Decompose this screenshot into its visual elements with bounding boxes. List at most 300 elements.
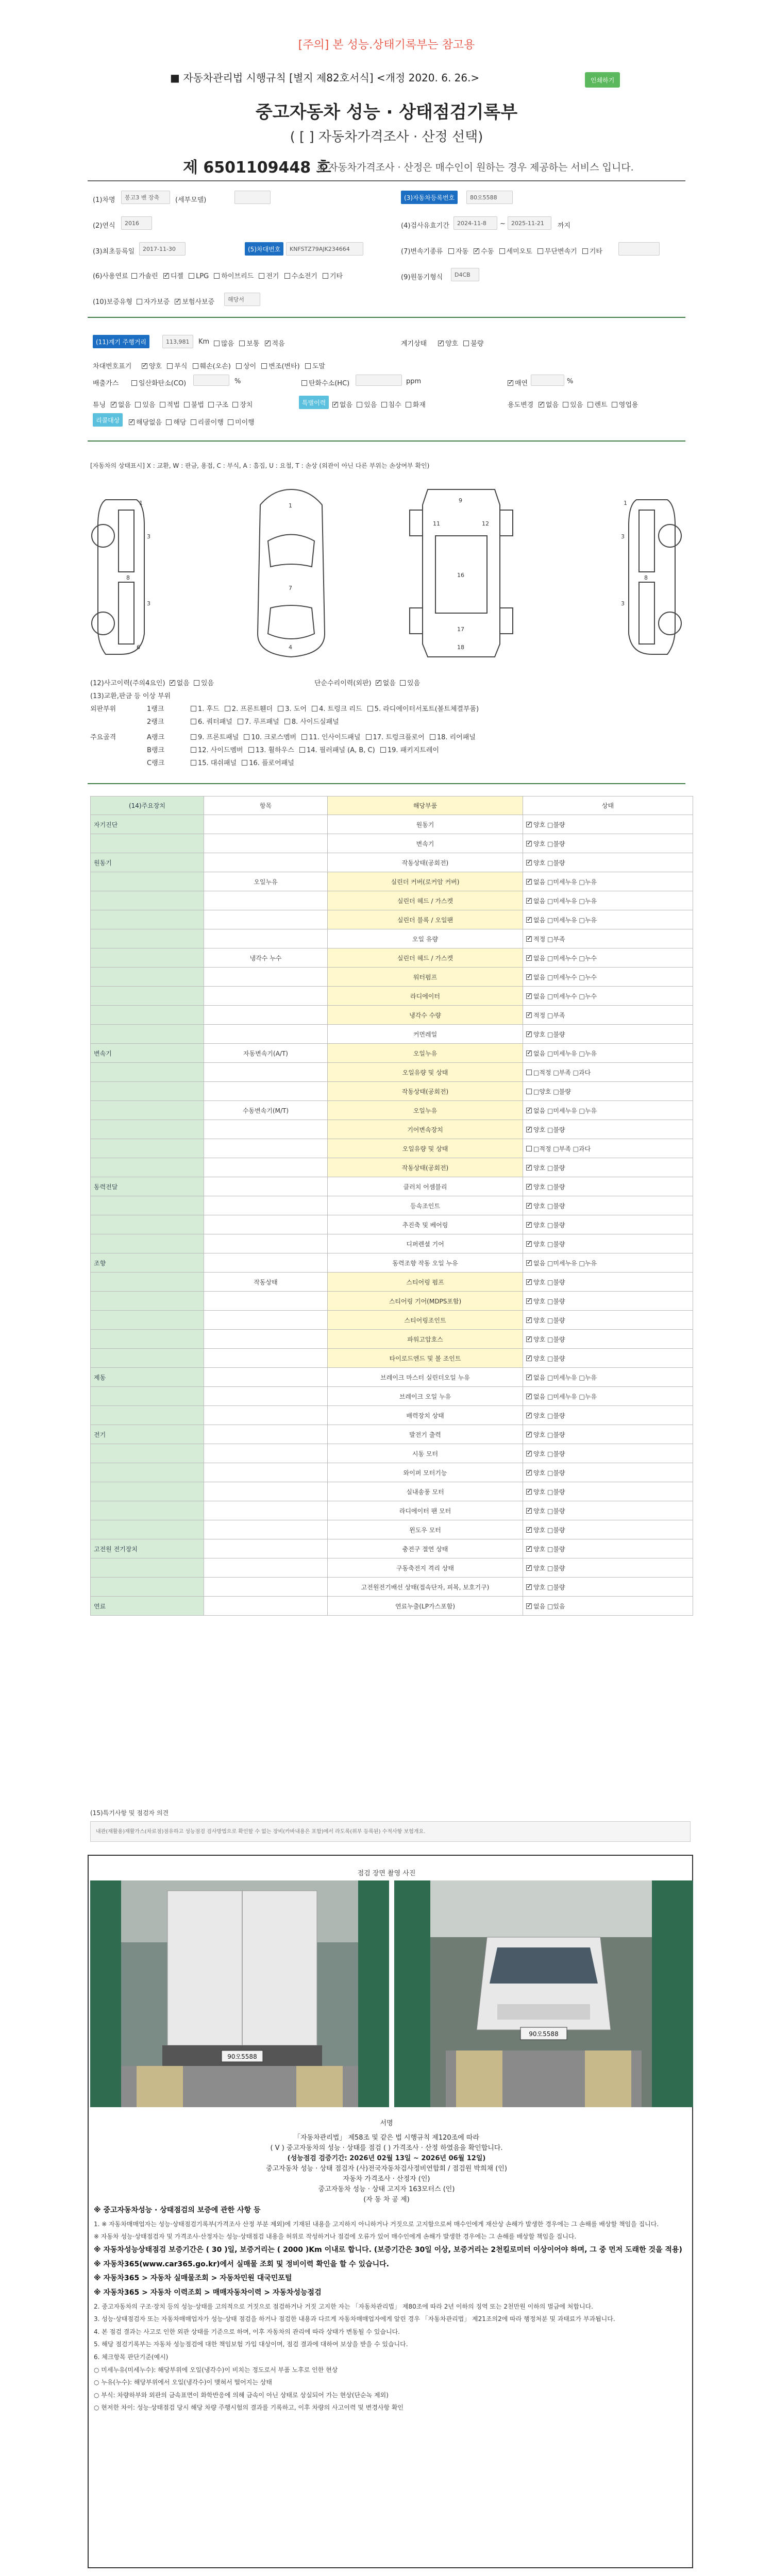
state-checkbox <box>526 1336 532 1342</box>
notes-paragraph: 5. 해당 점검기록부는 자동차 성능점검에 대한 책임보험 가입 대상이며, 점검 결과에 대하여 보상을 받을 수 있습니다. <box>94 2341 408 2348</box>
part-number: 16 <box>457 572 464 579</box>
state-checkbox <box>526 1355 532 1361</box>
table-row <box>91 1101 693 1120</box>
main-frame-label: 주요골격 <box>90 734 116 741</box>
state-checkbox <box>526 1012 532 1018</box>
device-subgroup <box>204 853 328 872</box>
part-number: 3 <box>147 533 150 540</box>
device-item: 작동상태(공회전) <box>328 1158 523 1177</box>
emission-smoke: ✓ 매연 <box>508 378 528 387</box>
table-row <box>91 1482 693 1501</box>
device-subgroup <box>204 1234 328 1253</box>
inspection-photo-rear <box>90 1880 389 2107</box>
mileage-unit: Km <box>198 338 210 346</box>
regulation-line: ■ 자동차관리법 시행규칙 [별지 제82호서식] <개정 2020. 6. 26.> <box>170 72 480 84</box>
state-text: 양호 □불량 <box>533 821 565 828</box>
divider <box>88 180 685 181</box>
table-row <box>91 1139 693 1158</box>
detail-model-label: (세부모델) <box>175 196 207 204</box>
table-row <box>91 1539 693 1558</box>
state-checkbox <box>526 1546 532 1552</box>
state-checkbox <box>526 1089 532 1094</box>
vin-mark-options: ✓ 양호 부식 훼손(오손) 상이 변조(변타) 도말 <box>142 361 325 370</box>
part-number: 3 <box>621 533 625 540</box>
device-item: 브레이크 마스터 실린더오일 누유 <box>328 1368 523 1387</box>
device-item: 실린더 헤드 / 가스켓 <box>328 891 523 910</box>
state-text: 양호 □불량 <box>533 1354 565 1362</box>
outer-label: 외판부위 <box>90 705 116 713</box>
rankB-label: B랭크 <box>147 747 165 754</box>
device-item: 실린더 커버(로커암 커버) <box>328 872 523 891</box>
accident-checkbox <box>194 680 199 686</box>
notes-paragraph: ※ 자동차365(www.car365.go.kr)에서 실매물 조회 및 정비이력 확인을 할 수 있습니다. <box>94 2260 389 2268</box>
notes-paragraph: ※ 자동차 성능·상태점검자 및 가격조사·산정자는 성능·상태점검 내용을 허위로 작성하거나 점검에 오류가 있어 매수인에게 손해가 발생한 경우에는 그 손해를 배상할 책임을 집니다. <box>94 2233 577 2241</box>
part-checkbox <box>312 706 317 711</box>
plate-label: (3)자동차등록번호 <box>401 191 458 204</box>
trans-checkbox <box>582 248 588 254</box>
special-notes-label: (15)특기사항 및 점검자 의견 <box>90 1809 169 1817</box>
plate-field: 80오5588 <box>466 191 513 204</box>
special-notes-box: 내관(재활용)재활가스(차료점)점유하고 성능점검 검사방법으로 확인할 수 없는 장비(카바내용은 포함)에서 라도록(위부 등록된) 수적사항 보험개요. <box>90 1821 691 1842</box>
warranty-options: 자가보증 ✓ 보험사보증 <box>137 296 214 306</box>
table-row <box>91 910 693 929</box>
state-text: 양호 □불량 <box>533 1507 565 1515</box>
year-label: (2)연식 <box>93 222 115 230</box>
part-checkbox <box>430 734 435 740</box>
table-row <box>91 1234 693 1253</box>
signature-law-line: 「자동차관리법」 제58조 및 같은 법 시행규칙 제120조에 따라 <box>294 2134 479 2142</box>
table-row <box>91 1120 693 1139</box>
accident-checkbox <box>170 680 175 686</box>
inspection-photo-front <box>394 1880 693 2107</box>
state-checkbox <box>526 1108 532 1113</box>
state-checkbox <box>526 1279 532 1285</box>
mileage-options: 많음 보통 ✓ 적음 <box>214 338 285 348</box>
rankA-label: A랭크 <box>147 734 165 741</box>
period-to-field: 2025-11-21 <box>508 216 551 230</box>
device-state <box>523 1330 693 1349</box>
device-item: 파워고압호스 <box>328 1330 523 1349</box>
device-state <box>523 1482 693 1501</box>
fuel-checkbox <box>131 273 137 279</box>
table-row <box>91 1063 693 1082</box>
device-state <box>523 1234 693 1253</box>
device-category <box>91 1463 204 1482</box>
state-checkbox <box>526 1070 532 1075</box>
notice-text: [주의] 본 성능.상태기록부는 참고용 <box>298 39 475 52</box>
warranty-checkbox <box>137 299 142 304</box>
part-number: 18 <box>457 644 464 651</box>
repair-checkbox <box>376 680 381 686</box>
state-text: 없음 □미세누유 □누유 <box>533 1107 597 1114</box>
part-number: 12 <box>482 520 489 527</box>
state-text: 양호 □불량 <box>533 1583 565 1591</box>
state-checkbox <box>526 879 532 885</box>
device-item: 작동상태(공회전) <box>328 853 523 872</box>
device-state <box>523 968 693 987</box>
device-state <box>523 1406 693 1425</box>
device-item: 실린더 블록 / 오일팬 <box>328 910 523 929</box>
device-state <box>523 1177 693 1196</box>
notes-paragraph: ※ 자동차365 > 자동차 실매물조회 > 자동차민원 대국민포털 <box>94 2274 292 2283</box>
state-checkbox <box>526 1298 532 1304</box>
special-history-label: 특별이력 <box>299 396 329 409</box>
rankB-items: 12. 사이드멤버 13. 휠하우스 14. 필러패널 (A, B, C) 19. 패키지트레이 <box>191 744 439 754</box>
warranty-label: (10)보증유형 <box>93 298 132 306</box>
state-checkbox <box>526 1050 532 1056</box>
table-row <box>91 1368 693 1387</box>
part-checkbox <box>191 747 196 753</box>
state-checkbox <box>526 936 532 942</box>
period-suffix: 까지 <box>558 222 571 230</box>
vin-mark-checkbox <box>261 363 267 369</box>
table-row <box>91 834 693 853</box>
gauge-label: 계기상태 <box>401 340 427 348</box>
state-checkbox <box>526 1127 532 1132</box>
device-subgroup <box>204 1578 328 1597</box>
state-text: 양호 □불량 <box>533 1412 565 1419</box>
tuning-checkbox <box>160 402 165 408</box>
state-text: 양호 □불량 <box>533 1335 565 1343</box>
emission-co-unit: % <box>234 378 241 385</box>
trans-checkbox <box>448 248 454 254</box>
device-item: 기어변속장치 <box>328 1120 523 1139</box>
device-subgroup <box>204 1520 328 1539</box>
table-row <box>91 987 693 1006</box>
fuel-checkbox <box>214 273 220 279</box>
part-number: 1 <box>289 502 292 509</box>
part-number: 17 <box>457 626 464 633</box>
car-top-windshield <box>268 535 314 567</box>
device-item: 커먼레일 <box>328 1025 523 1044</box>
device-subgroup <box>204 1196 328 1215</box>
recall-checkbox <box>191 419 196 425</box>
state-text: □양호 □불량 <box>533 1088 571 1095</box>
wheel <box>92 524 114 547</box>
period-label: (4)검사유효기간 <box>401 222 449 230</box>
device-state <box>523 1520 693 1539</box>
device-state <box>523 1349 693 1368</box>
fuel-checkbox <box>189 273 194 279</box>
table-row <box>91 1387 693 1406</box>
state-checkbox <box>526 1203 532 1209</box>
table-row <box>91 1006 693 1025</box>
device-subgroup <box>204 1253 328 1273</box>
table-row <box>91 1215 693 1234</box>
wheel <box>659 524 681 547</box>
device-subgroup <box>204 1215 328 1234</box>
first-reg-label: (3)최초등록일 <box>93 248 135 256</box>
device-state <box>523 1273 693 1292</box>
device-subgroup: 작동상태 <box>204 1273 328 1292</box>
device-subgroup: 수동변속기(M/T) <box>204 1101 328 1120</box>
frame-wheel <box>500 608 513 634</box>
state-checkbox <box>526 1184 532 1190</box>
vin-mark-checkbox <box>167 363 173 369</box>
rankA-items: 9. 프론트패널 10. 크로스멤버 11. 인사이드패널 17. 트렁크플로어 18. 리어패널 <box>191 732 476 741</box>
state-text: 양호 □불량 <box>533 1469 565 1477</box>
table-row <box>91 1558 693 1578</box>
warranty-checkbox <box>175 299 180 304</box>
recall-checkbox <box>166 419 172 425</box>
device-item: 변속기 <box>328 834 523 853</box>
rank2-label: 2랭크 <box>147 718 164 726</box>
device-subgroup <box>204 815 328 834</box>
state-text: 없음 □미세누수 □누수 <box>533 973 597 981</box>
device-subgroup <box>204 1063 328 1082</box>
notes-paragraph: 2. 중고자동차의 구조·장치 등의 성능·상태를 고의적으로 거짓으로 점검하거나 거짓 고지한 자는 「자동차관리법」 제80조에 따라 2년 이하의 징역 또는 2천만원 이하의 벌금에 처합니다. <box>94 2302 593 2310</box>
device-item: 윈도우 모터 <box>328 1520 523 1539</box>
emission-checkbox <box>508 380 513 386</box>
part-number: 8 <box>644 574 648 581</box>
table-row <box>91 872 693 891</box>
mileage-field: 113,981 <box>162 335 193 348</box>
engine-field: D4CB <box>451 268 479 281</box>
use-change-checkbox <box>539 402 544 408</box>
device-item: 등속조인트 <box>328 1196 523 1215</box>
accident-line: (12)사고이력(주의4요인) ✓ 없음 있음 <box>90 677 214 687</box>
fuel-label: (6)사용연료 <box>93 273 128 280</box>
state-text: 양호 □불량 <box>533 1240 565 1248</box>
tuning-checkbox <box>184 402 190 408</box>
fuel-checkbox <box>284 273 290 279</box>
device-state <box>523 1425 693 1444</box>
device-item: 냉각수 수량 <box>328 1006 523 1025</box>
part-number: 1 <box>624 500 627 506</box>
recall-checkbox <box>228 419 233 425</box>
rank1-items: 1. 후드 2. 프론트휀더 3. 도어 4. 트렁크 리드 5. 라디에이터서포트(볼트체결부품) <box>191 703 479 713</box>
warranty-notes <box>94 2205 684 2416</box>
state-text: 없음 □미세누수 □누수 <box>533 954 597 962</box>
state-text: 양호 □불량 <box>533 1431 565 1438</box>
col-part: 해당부품 <box>328 796 523 815</box>
print-button[interactable]: 인쇄하기 <box>585 72 620 88</box>
signature-footer-line: (자 동 차 공 제) <box>363 2196 410 2204</box>
device-category <box>91 1578 204 1597</box>
device-state <box>523 1101 693 1120</box>
device-subgroup <box>204 1425 328 1444</box>
device-category <box>91 872 204 891</box>
device-category: 제동 <box>91 1368 204 1387</box>
state-text: 양호 □불량 <box>533 1202 565 1210</box>
device-category: 동력전달 <box>91 1177 204 1196</box>
vin-mark-checkbox <box>236 363 242 369</box>
state-checkbox <box>526 1165 532 1171</box>
abnormal-parts-line: (13)교환,판금 등 이상 부위 <box>90 692 171 700</box>
rankC-label: C랭크 <box>147 759 165 767</box>
table-row <box>91 1082 693 1101</box>
emission-smoke-unit: % <box>567 378 574 385</box>
part-number: 11 <box>433 520 440 527</box>
device-state <box>523 1044 693 1063</box>
part-checkbox <box>367 706 373 711</box>
state-checkbox <box>526 1031 532 1037</box>
car-left-side <box>98 500 144 654</box>
part-number: 8 <box>126 574 130 581</box>
emission-checkbox <box>131 380 137 386</box>
fuel-checkbox <box>323 273 328 279</box>
device-subgroup <box>204 1558 328 1578</box>
device-item: 오일누유 <box>328 1044 523 1063</box>
transmission-label: (7)변속기종류 <box>401 248 443 256</box>
recall-options: ✓ 해당없음 해당 리콜이행 미이행 <box>129 417 255 427</box>
part-checkbox <box>380 747 386 753</box>
device-category <box>91 891 204 910</box>
tuning-label: 튜닝 <box>93 401 106 409</box>
device-category: 연료 <box>91 1597 204 1616</box>
device-subgroup <box>204 987 328 1006</box>
vin-mark-checkbox <box>193 363 198 369</box>
state-text: 양호 □불량 <box>533 1488 565 1496</box>
gauge-checkbox <box>463 341 469 346</box>
col-device: (14)주요장치 <box>91 796 204 815</box>
special-checkbox <box>357 402 362 408</box>
page-subtitle: ( [ ] 자동차가격조사 · 산정 선택) <box>290 129 483 145</box>
state-text: 없음 □미세누유 □누유 <box>533 1049 597 1057</box>
state-checkbox <box>526 1413 532 1418</box>
transmission-options: 자동 ✓ 수동 세미오토 무단변속기 기타 <box>448 246 602 256</box>
state-text: 없음 □미세누유 □누유 <box>533 1393 597 1400</box>
state-checkbox <box>526 955 532 961</box>
state-text: 없음 □미세누수 □누수 <box>533 992 597 1000</box>
recall-label: 리콜대상 <box>93 413 123 427</box>
emission-co: 일산화탄소(CO) <box>131 378 186 387</box>
device-category <box>91 1482 204 1501</box>
device-subgroup <box>204 1387 328 1406</box>
part-checkbox <box>244 734 249 740</box>
car-name-label: (1)차명 <box>93 196 115 204</box>
device-item: 타이로드엔드 및 볼 조인트 <box>328 1349 523 1368</box>
notes-paragraph: ○ 미세누유(미세누수): 해당부위에 오일(냉각수)이 비치는 정도로서 부품 노후로 인한 현상 <box>94 2366 338 2374</box>
device-category <box>91 1101 204 1120</box>
photo-rear-image <box>90 1880 389 2107</box>
tuning-options: ✓ 없음 있음 적법 불법 구조 장치 <box>111 399 253 409</box>
part-number: 1 <box>139 500 143 506</box>
frame-wheel <box>410 608 423 634</box>
device-category <box>91 1292 204 1311</box>
emission-co-field <box>193 375 229 386</box>
part-checkbox <box>299 747 305 753</box>
device-item: 클러치 어셈블리 <box>328 1177 523 1196</box>
emission-hc: 탄화수소(HC) <box>301 378 349 387</box>
device-item: 동력조향 작동 오일 누유 <box>328 1253 523 1273</box>
device-item: 스티어링조인트 <box>328 1311 523 1330</box>
device-subgroup <box>204 1006 328 1025</box>
device-item: 실린더 헤드 / 가스켓 <box>328 948 523 968</box>
device-state <box>523 1539 693 1558</box>
table-row <box>91 1273 693 1292</box>
table-row <box>91 891 693 910</box>
part-checkbox <box>366 734 372 740</box>
period-tilde: ~ <box>500 220 506 228</box>
notes-paragraph: ○ 누유(누수): 해당부위에서 오일(냉각수)이 맺혀서 떨어지는 상태 <box>94 2379 272 2386</box>
device-category: 원동기 <box>91 853 204 872</box>
table-row <box>91 1578 693 1597</box>
state-checkbox <box>526 1565 532 1571</box>
rear-plate-text: 90오5588 <box>227 2053 257 2060</box>
recall-checkbox <box>129 419 135 425</box>
device-subgroup <box>204 1463 328 1482</box>
state-checkbox <box>526 1241 532 1247</box>
photo-title: 점검 장면 촬영 사진 <box>357 1870 416 1877</box>
state-text: 양호 □불량 <box>533 1126 565 1133</box>
year-field: 2016 <box>121 216 152 230</box>
device-item: 구동축전지 격리 상태 <box>328 1558 523 1578</box>
divider-green <box>88 783 685 784</box>
device-item: 라디에이터 팬 모터 <box>328 1501 523 1520</box>
device-state <box>523 1082 693 1101</box>
device-state <box>523 910 693 929</box>
device-subgroup <box>204 1349 328 1368</box>
table-row <box>91 1330 693 1349</box>
device-subgroup <box>204 1539 328 1558</box>
state-checkbox <box>526 917 532 923</box>
device-state <box>523 815 693 834</box>
device-category: 고전원 전기장치 <box>91 1539 204 1558</box>
trans-checkbox <box>474 248 479 254</box>
table-row <box>91 853 693 872</box>
tuning-checkbox <box>232 402 238 408</box>
trans-checkbox <box>537 248 543 254</box>
device-state <box>523 1463 693 1482</box>
device-category <box>91 1387 204 1406</box>
state-text: 양호 □불량 <box>533 1183 565 1191</box>
diagram-legend: [자동차의 상태표시] X : 교환, W : 판금, 용접, C : 부식, A : 흠집, U : 요철, T : 손상 (외관이 아닌 다른 부위는 손상여부 확인) <box>90 462 430 469</box>
state-checkbox <box>526 1584 532 1590</box>
state-text: 없음 □미세누유 □누유 <box>533 916 597 924</box>
document-number: 제 6501109448 호 <box>183 159 331 177</box>
device-state <box>523 1292 693 1311</box>
device-state <box>523 1158 693 1177</box>
state-checkbox <box>526 974 532 980</box>
rank2-items: 6. 쿼터패널 7. 루프패널 8. 사이드실패널 <box>191 716 339 726</box>
device-subgroup <box>204 1139 328 1158</box>
device-item: 스티어링 펌프 <box>328 1273 523 1292</box>
device-subgroup <box>204 968 328 987</box>
device-category <box>91 1273 204 1292</box>
state-text: 없음 □있음 <box>533 1602 565 1610</box>
table-row <box>91 1463 693 1482</box>
device-category <box>91 1234 204 1253</box>
state-checkbox <box>526 1508 532 1514</box>
special-checkbox <box>332 402 338 408</box>
device-item: 스티어링 기어(MDPS포함) <box>328 1292 523 1311</box>
state-text: 양호 □불량 <box>533 840 565 848</box>
device-state <box>523 834 693 853</box>
device-item: 작동상태(공회전) <box>328 1082 523 1101</box>
table-row <box>91 1501 693 1520</box>
part-checkbox <box>191 760 196 766</box>
table-row <box>91 1311 693 1330</box>
fuel-checkbox <box>259 273 264 279</box>
device-category <box>91 910 204 929</box>
mileage-checkbox <box>214 341 220 346</box>
emission-checkbox <box>301 380 307 386</box>
state-text: 없음 □미세누유 □누유 <box>533 878 597 886</box>
part-checkbox <box>284 719 290 724</box>
state-text: 양호 □불량 <box>533 1450 565 1458</box>
vin-mark-label: 차대번호표기 <box>93 363 132 370</box>
device-item: 디퍼렌셜 기어 <box>328 1234 523 1253</box>
state-text: 양호 □불량 <box>533 859 565 867</box>
device-item: 오일누유 <box>328 1101 523 1120</box>
table-row <box>91 1444 693 1463</box>
device-subgroup <box>204 1311 328 1330</box>
device-item: 배력장치 상태 <box>328 1406 523 1425</box>
state-checkbox <box>526 1260 532 1266</box>
part-checkbox <box>242 760 247 766</box>
device-category <box>91 929 204 948</box>
